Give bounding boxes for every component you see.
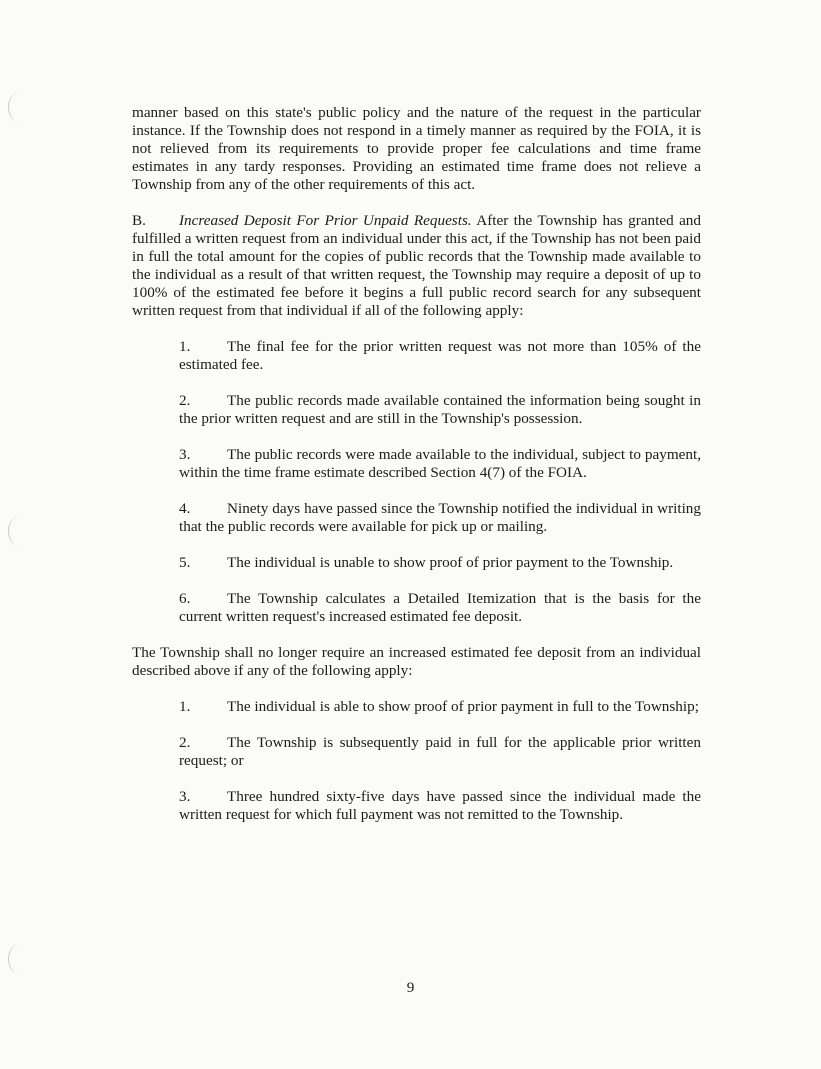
page-body xyxy=(132,104,701,842)
list-item-text: The final fee for the prior written request was not more than 105% of the estimated fee. xyxy=(179,338,701,373)
section-body: After the Township has granted and fulfilled a written request from an individual under this act, if the Township has not been paid in full the total amount for the copies of public records that the Township made available to the individual as a result of that written request, the Township may require a deposit of up to 100% of the estimated fee before it begins a full public record search for any subsequent written request from that individual if all of the following apply: xyxy=(132,212,701,319)
list-item-text: The Township calculates a Detailed Itemization that is the basis for the current written request's increased estimated fee deposit. xyxy=(179,590,701,625)
section-letter: B. xyxy=(132,212,146,229)
list-item-text: Three hundred sixty-five days have passed since the individual made the written request for which full payment was not remitted to the Township. xyxy=(179,788,701,823)
list-item-text: The Township is subsequently paid in full for the applicable prior written request; or xyxy=(179,734,701,769)
list-item-text: The individual is unable to show proof of prior payment to the Township. xyxy=(227,554,674,571)
list-item-number: 1. xyxy=(179,338,191,355)
list-item-number: 5. xyxy=(179,554,191,571)
list-item xyxy=(179,734,701,770)
list-item-text: The public records made available contained the information being sought in the prior written request and are still in the Township's possession. xyxy=(179,392,701,427)
list-item xyxy=(179,554,701,572)
list-item-text: The individual is able to show proof of prior payment in full to the Township; xyxy=(227,698,699,715)
punch-hole-mark xyxy=(8,516,31,546)
list-item xyxy=(179,788,701,824)
list-item xyxy=(179,590,701,626)
list-item xyxy=(179,446,701,482)
list-item xyxy=(179,338,701,374)
list-item-number: 1. xyxy=(179,698,191,715)
list-item-number: 3. xyxy=(179,446,191,463)
list-item-number: 2. xyxy=(179,734,191,751)
punch-hole-mark xyxy=(8,92,31,122)
no-longer-paragraph: The Township shall no longer require an increased estimated fee deposit from an individual described above if any of the following apply: xyxy=(132,644,701,679)
section-heading: Increased Deposit For Prior Unpaid Requests. xyxy=(179,212,472,229)
list-item-number: 4. xyxy=(179,500,191,517)
list-item-number: 2. xyxy=(179,392,191,409)
list-item-number: 6. xyxy=(179,590,191,607)
page-number: 9 xyxy=(406,979,415,996)
list-item-number: 3. xyxy=(179,788,191,805)
list-item xyxy=(179,392,701,428)
intro-paragraph: manner based on this state's public policy and the nature of the request in the particular instance. If the Township does not respond in a timely manner as required by the FOIA, it is not relieved from its requirements to provide proper fee calculations and time frame estimates in any tardy responses. Providing an estimated time frame does not relieve a Township from any of the other requirements of this act. xyxy=(132,104,701,193)
list-item-text: The public records were made available to the individual, subject to payment, within the time frame estimate described Section 4(7) of the FOIA. xyxy=(179,446,701,481)
list-item-text: Ninety days have passed since the Township notified the individual in writing that the public records were available for pick up or mailing. xyxy=(179,500,701,535)
punch-hole-mark xyxy=(8,944,31,974)
list-item xyxy=(179,698,701,716)
list-item xyxy=(179,500,701,536)
section-b-paragraph xyxy=(132,212,701,320)
